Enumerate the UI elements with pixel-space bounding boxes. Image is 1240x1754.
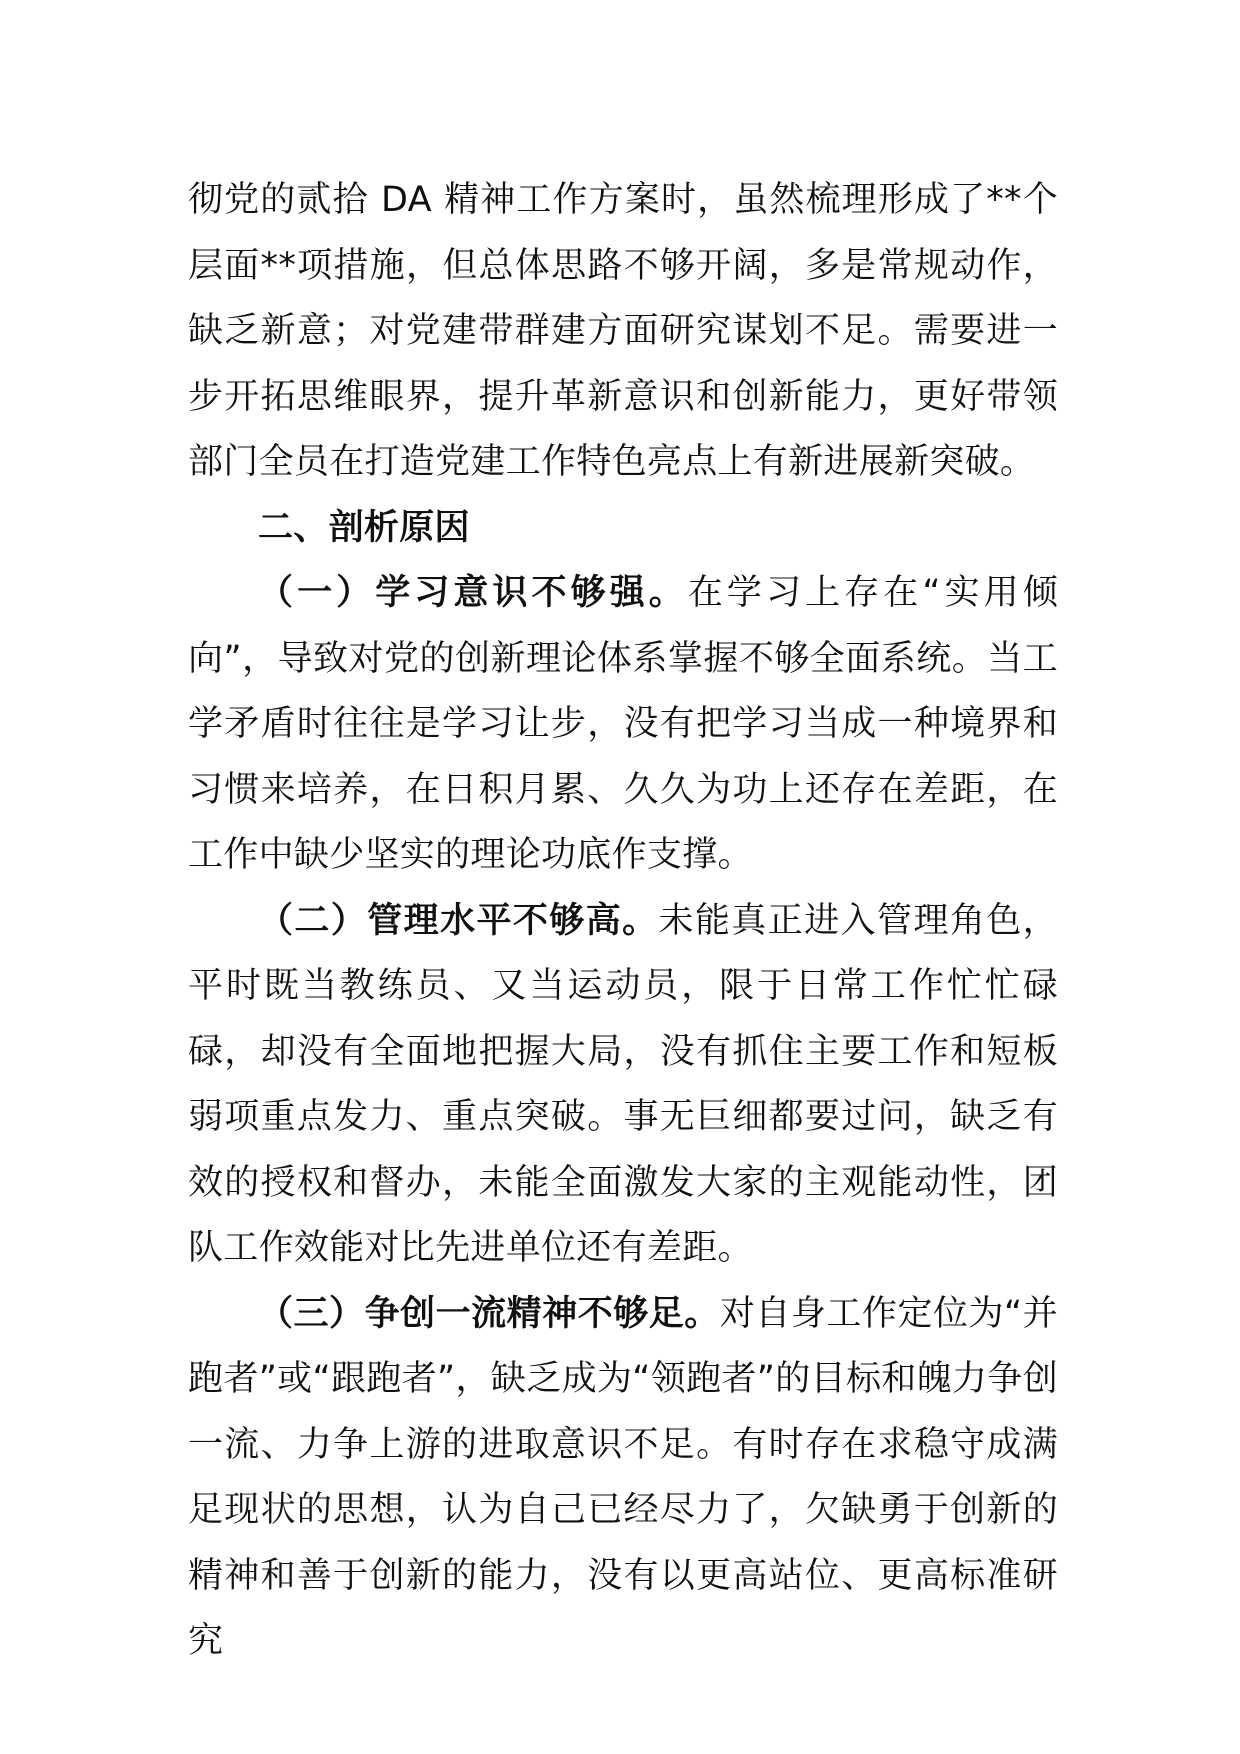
paragraph-excellence	[188, 1282, 1058, 1675]
paragraph-text: 在学习上存在“实用倾向”，导致对党的创新理论体系掌握不够全面系统。当工学矛盾时往往是学习让步，没有把学习当成一种境界和习惯来培养，在日积月累、久久为功上还存在差距，在工作中缺少坚实的理论功底作支撑。	[188, 573, 1058, 875]
paragraph-text: 彻党的贰拾 DA 精神工作方案时，虽然梳理形成了**个层面**项措施，但总体思路不够开阔，多是常规动作，缺乏新意；对党建带群建方面研究谋划不足。需要进一步开拓思维眼界，提升革新意识和创新能力，更好带领部门全员在打造党建工作特色亮点上有新进展新突破。	[188, 180, 1058, 482]
paragraph-continuation	[188, 168, 1058, 496]
paragraph-lead: （二）管理水平不够高。	[258, 900, 659, 941]
paragraph-text: 未能真正进入管理角色，平时既当教练员、又当运动员，限于日常工作忙忙碌碌，却没有全面地把握大局，没有抓住主要工作和短板弱项重点发力、重点突破。事无巨细都要过问，缺乏有效的授权和督办，未能全面激发大家的主观能动性，团队工作效能对比先进单位还有差距。	[188, 900, 1058, 1268]
paragraph-lead: （三）争创一流精神不够足。	[258, 1293, 720, 1334]
paragraph-lead: （一）学习意识不够强。	[258, 573, 688, 613]
paragraph-management	[188, 889, 1058, 1282]
section-heading	[188, 496, 1058, 562]
document-body	[188, 168, 1058, 1675]
paragraph-text: 对自身工作定位为“并跑者”或“跟跑者”，缺乏成为“领跑者”的目标和魄力争创一流、力争上游的进取意识不足。有时存在求稳守成满足现状的思想，认为自己已经尽力了，欠缺勇于创新的精神和善于创新的能力，没有以更高站位、更高标准研究	[188, 1293, 1058, 1661]
section-heading-text: 二、剖析原因	[258, 507, 470, 548]
paragraph-learning	[188, 561, 1058, 889]
